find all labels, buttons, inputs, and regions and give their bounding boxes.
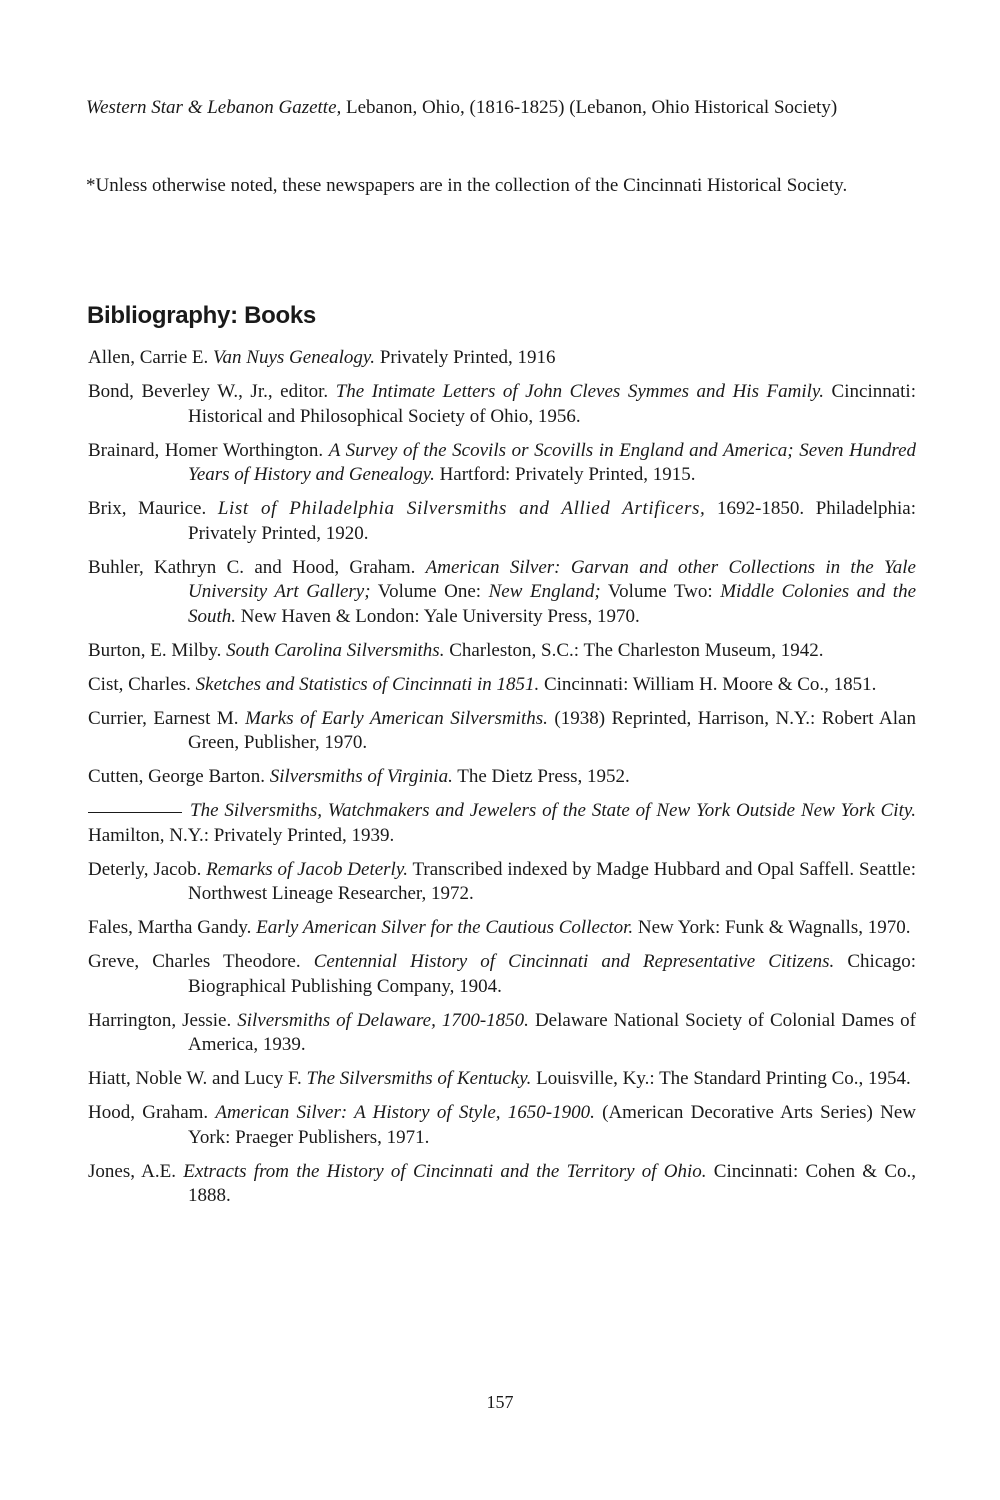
bib-entry: Burton, E. Milby. South Carolina Silversmiths. Charleston, S.C.: The Charleston Museum, 1942.	[88, 639, 824, 661]
newspaper-entry-western-star	[86, 96, 1000, 121]
bib-entry: Cutten, George Barton. Silversmiths of Virginia. The Dietz Press, 1952.	[88, 766, 630, 787]
bib-entry: Currier, Earnest M. Marks of Early American Silversmiths. (1938) Reprinted, Harrison, N.Y.: Robert Alan Green, Publisher, 1970.	[88, 707, 916, 753]
section-heading: Bibliography: Books	[87, 302, 316, 329]
bib-entry: Hiatt, Noble W. and Lucy F. The Silversmiths of Kentucky. Louisville, Ky.: The Standard Printing Co., 1954.	[88, 1068, 911, 1089]
ditto-rule	[88, 812, 182, 813]
newspaper-title: Western Star & Lebanon Gazette,	[86, 97, 342, 118]
bib-entry: Cist, Charles. Sketches and Statistics of Cincinnati in 1851. Cincinnati: William H. Moore & Co., 1851.	[88, 673, 877, 695]
bib-entry: Fales, Martha Gandy. Early American Silver for the Cautious Collector. New York: Funk & Wagnalls, 1970.	[88, 917, 911, 938]
bib-entry: Deterly, Jacob. Remarks of Jacob Deterly. Transcribed indexed by Madge Hubbard and Opal Saffell. Seattle: Northwest Lineage Researcher, 1972.	[88, 858, 916, 904]
bib-entry: Allen, Carrie E. Van Nuys Genealogy. Privately Printed, 1916	[88, 347, 556, 368]
bib-entry: Brix, Maurice. List of Philadelphia Silversmiths and Allied Artificers, 1692-1850. Philadelphia: Privately Printed, 1920.	[88, 498, 916, 544]
collection-note: *Unless otherwise noted, these newspapers are in the collection of the Cincinnati Historical Society.	[86, 175, 848, 196]
bib-entry-ditto: The Silversmiths, Watchmakers and Jewelers of the State of New York Outside New York City. Hamilton, N.Y.: Privately Printed, 1939.	[88, 800, 916, 846]
bib-entry: Buhler, Kathryn C. and Hood, Graham. American Silver: Garvan and other Collections in the Yale University Art Gallery; Volume One: New England; Volume Two: Middle Colonies and the South. New Haven & London: Yale University Press, 1970.	[88, 556, 917, 627]
bib-entry: Greve, Charles Theodore. Centennial History of Cincinnati and Representative Citizens. Chicago: Biographical Publishing Company, 1904.	[88, 951, 916, 997]
bib-entry: Bond, Beverley W., Jr., editor. The Intimate Letters of John Cleves Symmes and His Family. Cincinnati: Historical and Philosophical Society of Ohio, 1956.	[88, 381, 916, 427]
bib-entry: Harrington, Jessie. Silversmiths of Delaware, 1700-1850. Delaware National Society of Colonial Dames of America, 1939.	[88, 1009, 916, 1055]
bibliography-list	[88, 346, 916, 1218]
bib-entry: Brainard, Homer Worthington. A Survey of the Scovils or Scovills in England and America; Seven Hundred Years of History and Genealogy. Hartford: Privately Printed, 1915.	[88, 439, 916, 485]
bib-entry: Hood, Graham. American Silver: A History of Style, 1650-1900. (American Decorative Arts Series) New York: Praeger Publishers, 1971.	[88, 1102, 916, 1148]
bib-entry: Jones, A.E. Extracts from the History of Cincinnati and the Territory of Ohio. Cincinnati: Cohen & Co., 1888.	[88, 1160, 917, 1206]
page-number: 157	[486, 1392, 514, 1412]
newspaper-details: Lebanon, Ohio, (1816-1825) (Lebanon, Ohio Historical Society)	[341, 97, 838, 118]
